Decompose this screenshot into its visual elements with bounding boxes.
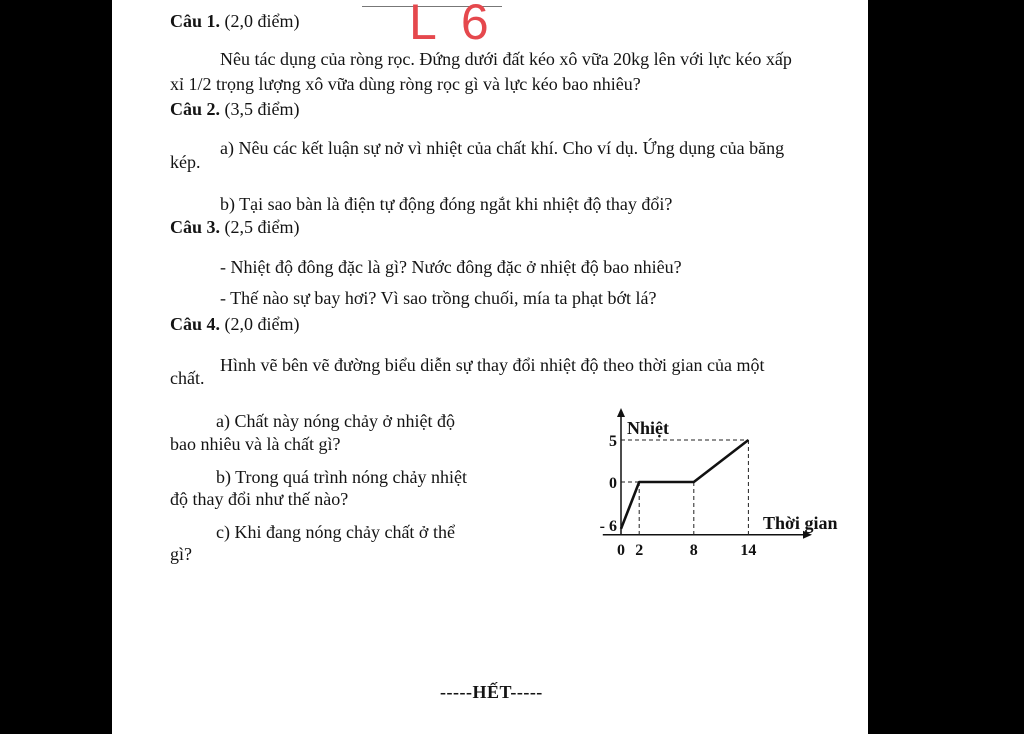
question-3-item-1: - Nhiệt độ đông đặc là gì? Nước đông đặc ở nhiệt độ bao nhiêu? (220, 257, 682, 277)
x-tick-label-0: 0 (617, 541, 625, 559)
temperature-time-chart (592, 402, 842, 570)
question-2a-line-2: kép. (170, 152, 201, 172)
x-tick-label-2: 2 (635, 541, 644, 559)
question-2-label: Câu 2. (170, 99, 221, 119)
question-4c-line-1: c) Khi đang nóng chảy chất ở thể (216, 522, 455, 542)
question-1-line-1: Nêu tác dụng của ròng rọc. Đứng dưới đất kéo xô vữa 20kg lên với lực kéo xấp (220, 49, 792, 69)
y-tick-label-0: - 6 (599, 517, 617, 535)
y-tick-label-1: 0 (609, 475, 617, 492)
question-2-points: (3,5 điểm) (224, 99, 300, 119)
x-tick-label-8: 8 (689, 541, 698, 559)
question-4a-line-2: bao nhiêu và là chất gì? (170, 434, 341, 454)
question-4-label: Câu 4. (170, 314, 221, 334)
question-3-label: Câu 3. (170, 217, 221, 237)
question-3-heading (170, 216, 300, 238)
question-3-points: (2,5 điểm) (224, 217, 300, 237)
question-1-points: (2,0 điểm) (224, 11, 300, 31)
question-1-line-2: xỉ 1/2 trọng lượng xô vữa dùng ròng rọc gì và lực kéo bao nhiêu? (170, 74, 641, 94)
stamp-label: L 6 (409, 0, 495, 50)
question-2b: b) Tại sao bàn là điện tự động đóng ngắt khi nhiệt độ thay đổi? (220, 194, 673, 214)
x-tick-label-14: 14 (740, 541, 757, 559)
exam-page (112, 0, 868, 734)
question-4b-line-1: b) Trong quá trình nóng chảy nhiệt (216, 467, 467, 487)
question-2a-line-1: a) Nêu các kết luận sự nở vì nhiệt của chất khí. Cho ví dụ. Ứng dụng của băng (220, 138, 785, 158)
question-4-intro-line-2: chất. (170, 368, 205, 388)
y-axis-arrowhead (617, 408, 625, 417)
question-4-heading (170, 313, 300, 335)
question-1-heading (170, 10, 300, 32)
question-4-points: (2,0 điểm) (224, 314, 300, 334)
question-3-item-2: - Thế nào sự bay hơi? Vì sao trồng chuối, mía ta phạt bớt lá? (220, 288, 657, 308)
question-4c-line-2: gì? (170, 544, 192, 564)
question-2-heading (170, 98, 300, 120)
temperature-series-line (621, 440, 748, 529)
x-axis-label: Thời gian (762, 512, 838, 533)
y-tick-label-2: 5 (609, 433, 617, 450)
question-1-label: Câu 1. (170, 11, 221, 31)
question-4-intro-line-1: Hình vẽ bên vẽ đường biểu diễn sự thay đổi nhiệt độ theo thời gian của một (220, 355, 765, 375)
question-4b-line-2: độ thay đổi như thế nào? (170, 489, 349, 509)
y-axis-label: Nhiệt (627, 418, 669, 438)
end-of-exam-mark: -----HẾT----- (440, 682, 543, 702)
question-4a-line-1: a) Chất này nóng chảy ở nhiệt độ (216, 411, 455, 431)
